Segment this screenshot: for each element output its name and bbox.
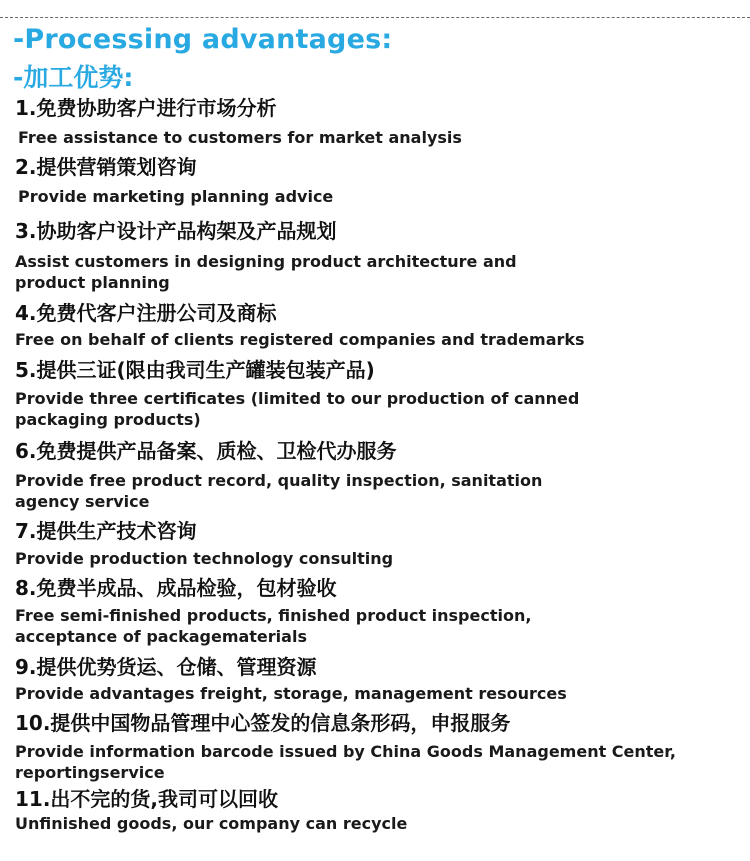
item-5-description: Provide three certificates (limited to our production of canned packaging products) xyxy=(15,389,580,429)
section-title-english: -Processing advantages: xyxy=(13,24,393,55)
item-3-description: Assist customers in designing product architecture and product planning xyxy=(15,252,517,292)
item-6-heading: 6.免费提供产品备案、质检、卫检代办服务 xyxy=(15,439,397,463)
item-9-description: Provide advantages freight, storage, management resources xyxy=(15,684,567,703)
item-1-heading: 1.免费协助客户进行市场分析 xyxy=(15,96,277,120)
item-11-description: Unfinished goods, our company can recycle xyxy=(15,814,408,833)
item-5-heading: 5.提供三证(限由我司生产罐装包装产品) xyxy=(15,358,375,382)
item-7-heading: 7.提供生产技术咨询 xyxy=(15,519,197,543)
item-4-heading: 4.免费代客户注册公司及商标 xyxy=(15,301,277,325)
item-9-heading: 9.提供优势货运、仓储、管理资源 xyxy=(15,655,317,679)
item-2-heading: 2.提供营销策划咨询 xyxy=(15,155,197,179)
item-10-description: Provide information barcode issued by China Goods Management Center, reportingservice xyxy=(15,742,676,782)
item-11-heading: 11.出不完的货,我司可以回收 xyxy=(15,787,279,811)
item-6-description: Provide free product record, quality inspection, sanitation agency service xyxy=(15,471,543,511)
item-3-heading: 3.协助客户设计产品构架及产品规划 xyxy=(15,219,337,243)
item-8-heading: 8.免费半成品、成品检验，包材验收 xyxy=(15,576,337,600)
section-title-chinese: -加工优势: xyxy=(13,63,134,92)
item-10-heading: 10.提供中国物品管理中心签发的信息条形码，申报服务 xyxy=(15,711,511,735)
item-4-description: Free on behalf of clients registered companies and trademarks xyxy=(15,330,585,349)
item-7-description: Provide production technology consulting xyxy=(15,549,394,568)
item-8-description: Free semi-finished products, finished product inspection, acceptance of packagematerials xyxy=(15,606,532,646)
dashed-divider xyxy=(0,17,750,18)
item-2-description: Provide marketing planning advice xyxy=(18,187,334,206)
item-1-description: Free assistance to customers for market analysis xyxy=(18,128,462,147)
